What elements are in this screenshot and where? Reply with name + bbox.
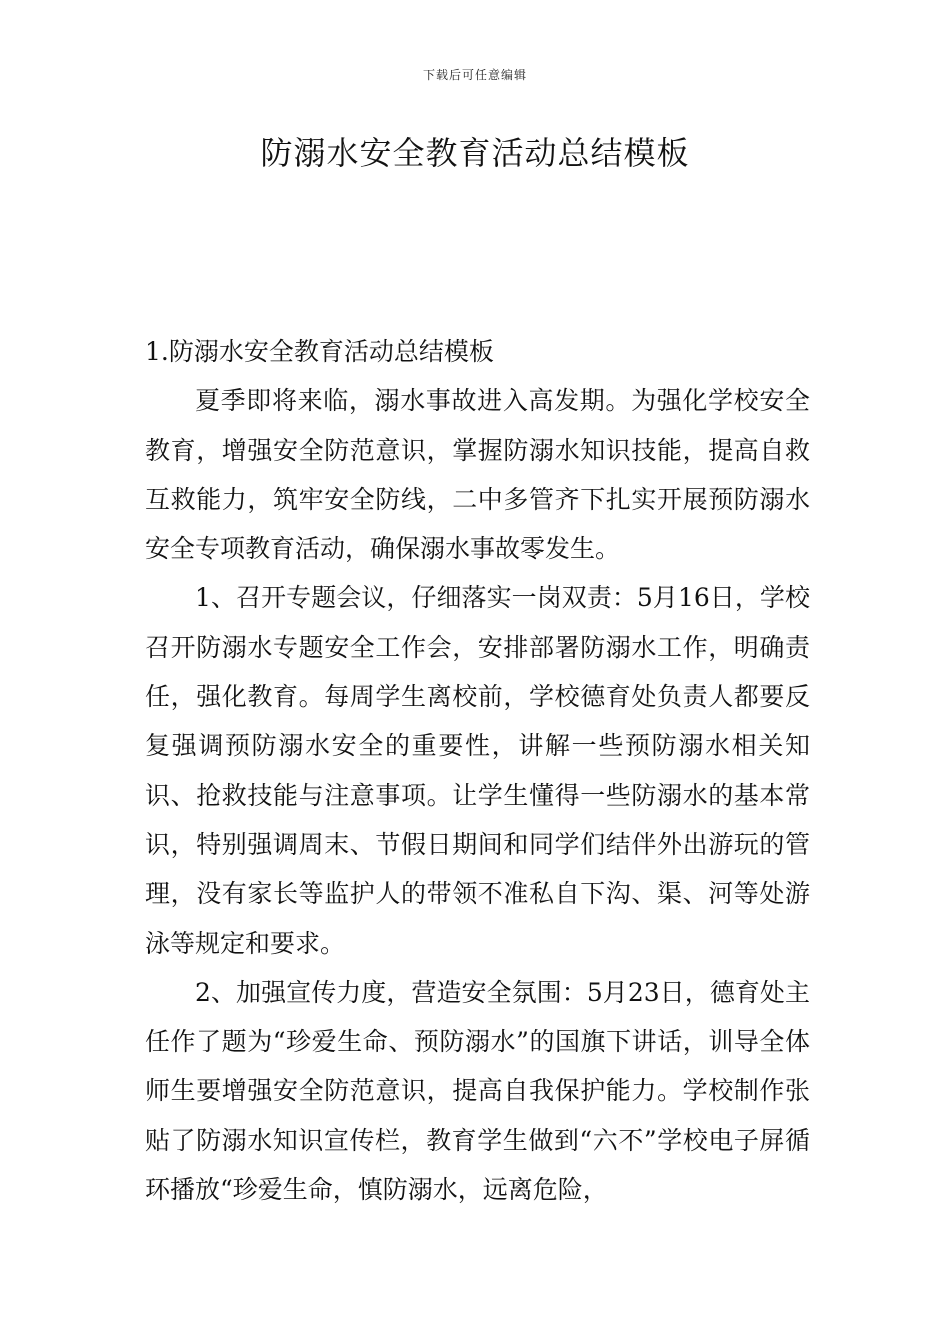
- document-body: [145, 327, 810, 1214]
- paragraph-intro: 夏季即将来临，溺水事故进入高发期。为强化学校安全教育，增强安全防范意识，掌握防溺水知识技能，提高自救互救能力，筑牢安全防线，二中多管齐下扎实开展预防溺水安全专项教育活动，确保溺水事故零发生。: [145, 386, 810, 564]
- section-heading: 1.防溺水安全教育活动总结模板: [145, 337, 494, 366]
- paragraph-publicity: 2、加强宣传力度，营造安全氛围：5月23日，德育处主任作了题为“珍爱生命、预防溺水”的国旗下讲话，训导全体师生要增强安全防范意识，提高自我保护能力。学校制作张贴了防溺水知识宣传栏，教育学生做到“六不”学校电子屏循环播放“珍爱生命，慎防溺水，远离危险，: [145, 977, 810, 1205]
- document-title: 防溺水安全教育活动总结模板: [260, 134, 690, 172]
- header-note: 下载后可任意编辑: [422, 68, 527, 82]
- paragraph-meeting: 1、召开专题会议，仔细落实一岗双责：5月16日，学校召开防溺水专题安全工作会，安排部署防溺水工作，明确责任，强化教育。每周学生离校前，学校德育处负责人都要反复强调预防溺水安全的重要性，讲解一些预防溺水相关知识、抢救技能与注意事项。让学生懂得一些防溺水的基本常识，特别强调周末、节假日期间和同学们结伴外出游玩的管理，没有家长等监护人的带领不准私自下沟、渠、河等处游泳等规定和要求。: [145, 583, 810, 958]
